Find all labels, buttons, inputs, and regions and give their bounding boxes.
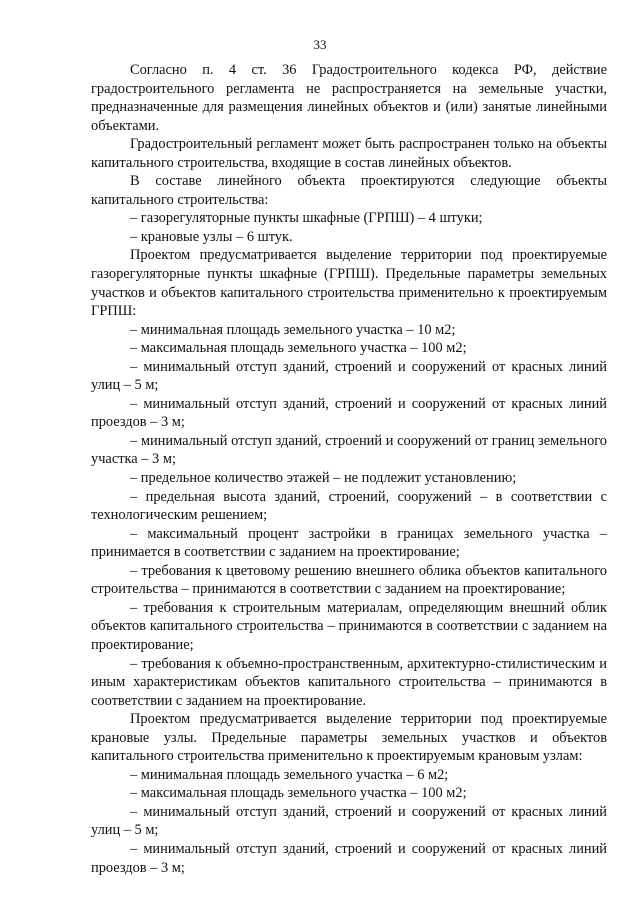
list-item: – минимальный отступ зданий, строений и сооружений от красных линий проездов – 3 м; — [91, 840, 607, 876]
page-body — [91, 61, 607, 877]
paragraph: Проектом предусматривается выделение территории под проектируемые крановые узлы. Предельные параметры земельных участков и объектов капитального строительства применительно к проектируемым крановым узлам: — [91, 711, 607, 765]
list-item: – максимальная площадь земельного участка – 100 м2; — [130, 340, 467, 357]
paragraph: Проектом предусматривается выделение территории под проектируемые газорегуляторные пункты шкафные (ГРПШ). Предельные параметры земельных участков и объектов капитального строительства применительно к проектируемым ГРПШ: — [91, 247, 607, 320]
list-item: – максимальный процент застройки в границах земельного участка – принимается в соответствии с заданием на проектирование; — [91, 525, 607, 561]
list-item: – газорегуляторные пункты шкафные (ГРПШ) – 4 штуки; — [130, 210, 483, 227]
paragraph: Согласно п. 4 ст. 36 Градостроительного кодекса РФ, действие градостроительного регламента не распространяется на земельные участки, предназначенные для размещения линейных объектов и (или) занятые линейными объектами. — [91, 62, 607, 134]
list-item: – минимальная площадь земельного участка – 6 м2; — [130, 766, 449, 783]
list-item: – предельное количество этажей – не подлежит установлению; — [130, 470, 517, 487]
list-item: – требования к объемно-пространственным, архитектурно-стилистическим и иным характеристикам объектов капитального строительства – принимаются в соответствии с заданием на проектирование. — [91, 655, 607, 709]
list-item: – требования к строительным материалам, определяющим внешний облик объектов капитального строительства – принимаются в соответствии с заданием на проектирование; — [91, 599, 607, 653]
list-item: – требования к цветовому решению внешнего облика объектов капитального строительства – принимаются в соответствии с заданием на проектирование; — [91, 562, 607, 598]
list-item: – минимальный отступ зданий, строений и сооружений от красных линий улиц – 5 м; — [91, 358, 607, 394]
list-item: – минимальная площадь земельного участка – 10 м2; — [130, 321, 456, 338]
page-number: 33 — [313, 37, 327, 52]
list-item: – минимальный отступ зданий, строений и сооружений от границ земельного участка – 3 м; — [91, 432, 607, 468]
paragraph: В составе линейного объекта проектируются следующие объекты капитального строительства: — [91, 173, 607, 208]
list-item: – минимальный отступ зданий, строений и сооружений от красных линий проездов – 3 м; — [91, 395, 607, 431]
paragraph: Градостроительный регламент может быть распространен только на объекты капитального строительства, входящие в состав линейных объектов. — [91, 136, 607, 171]
list-item: – минимальный отступ зданий, строений и сооружений от красных линий улиц – 5 м; — [91, 803, 607, 839]
list-item: – крановые узлы – 6 штук. — [130, 228, 293, 245]
list-item: – максимальная площадь земельного участка – 100 м2; — [130, 785, 467, 802]
list-item: – предельная высота зданий, строений, сооружений – в соответствии с технологическим решением; — [91, 488, 607, 524]
